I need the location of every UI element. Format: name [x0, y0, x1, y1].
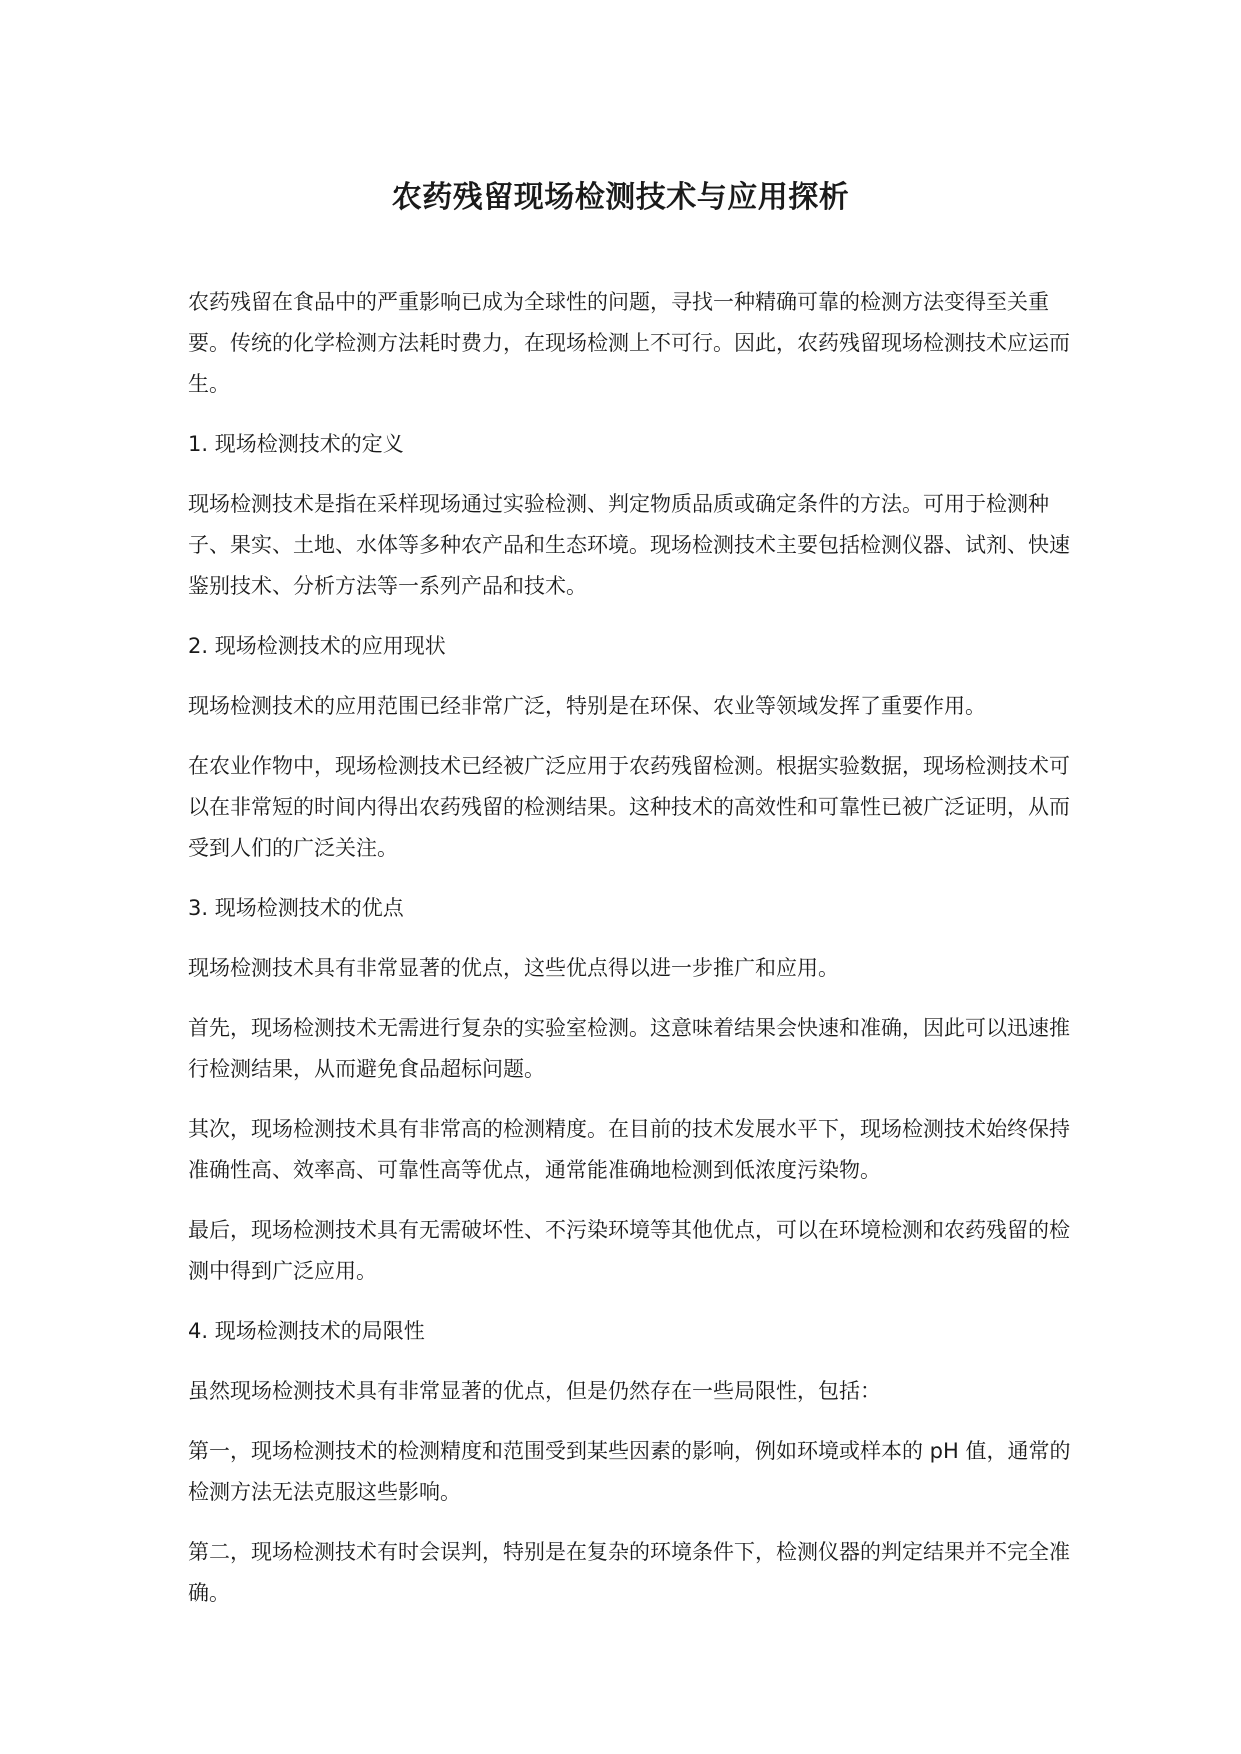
- document-body: [188, 282, 1076, 1633]
- paragraph-application-scope: 现场检测技术的应用范围已经非常广泛，特别是在环保、农业等领域发挥了重要作用。: [188, 694, 986, 718]
- paragraph-limitation-second: 第二，现场检测技术有时会误判，特别是在复杂的环境条件下，检测仪器的判定结果并不完全准确。: [188, 1540, 1070, 1605]
- section-heading-4: 4. 现场检测技术的局限性: [188, 1319, 425, 1343]
- paragraph-intro: 农药残留在食品中的严重影响已成为全球性的问题，寻找一种精确可靠的检测方法变得至关重要。传统的化学检测方法耗时费力，在现场检测上不可行。因此，农药残留现场检测技术应运而生。: [188, 290, 1070, 396]
- paragraph-advantage-second: 其次，现场检测技术具有非常高的检测精度。在目前的技术发展水平下，现场检测技术始终保持准确性高、效率高、可靠性高等优点，通常能准确地检测到低浓度污染物。: [188, 1117, 1070, 1182]
- section-heading-2: 2. 现场检测技术的应用现状: [188, 634, 446, 658]
- paragraph-advantage-last: 最后，现场检测技术具有无需破坏性、不污染环境等其他优点，可以在环境检测和农药残留的检测中得到广泛应用。: [188, 1218, 1070, 1283]
- section-heading-3: 3. 现场检测技术的优点: [188, 896, 404, 920]
- paragraph-advantages-intro: 现场检测技术具有非常显著的优点，这些优点得以进一步推广和应用。: [188, 956, 839, 980]
- paragraph-definition: 现场检测技术是指在采样现场通过实验检测、判定物质品质或确定条件的方法。可用于检测种子、果实、土地、水体等多种农产品和生态环境。现场检测技术主要包括检测仪器、试剂、快速鉴别技术、分析方法等一系列产品和技术。: [188, 492, 1070, 598]
- document-title: 农药残留现场检测技术与应用探析: [391, 180, 850, 215]
- paragraph-limitation-first: 第一，现场检测技术的检测精度和范围受到某些因素的影响，例如环境或样本的 pH 值，通常的检测方法无法克服这些影响。: [188, 1439, 1071, 1504]
- paragraph-advantage-first: 首先，现场检测技术无需进行复杂的实验室检测。这意味着结果会快速和准确，因此可以迅速推行检测结果，从而避免食品超标问题。: [188, 1016, 1070, 1081]
- paragraph-application-agriculture: 在农业作物中，现场检测技术已经被广泛应用于农药残留检测。根据实验数据，现场检测技术可以在非常短的时间内得出农药残留的检测结果。这种技术的高效性和可靠性已被广泛证明，从而受到人们的广泛关注。: [188, 754, 1070, 860]
- paragraph-limitations-intro: 虽然现场检测技术具有非常显著的优点，但是仍然存在一些局限性，包括：: [188, 1379, 881, 1403]
- section-heading-1: 1. 现场检测技术的定义: [188, 432, 404, 456]
